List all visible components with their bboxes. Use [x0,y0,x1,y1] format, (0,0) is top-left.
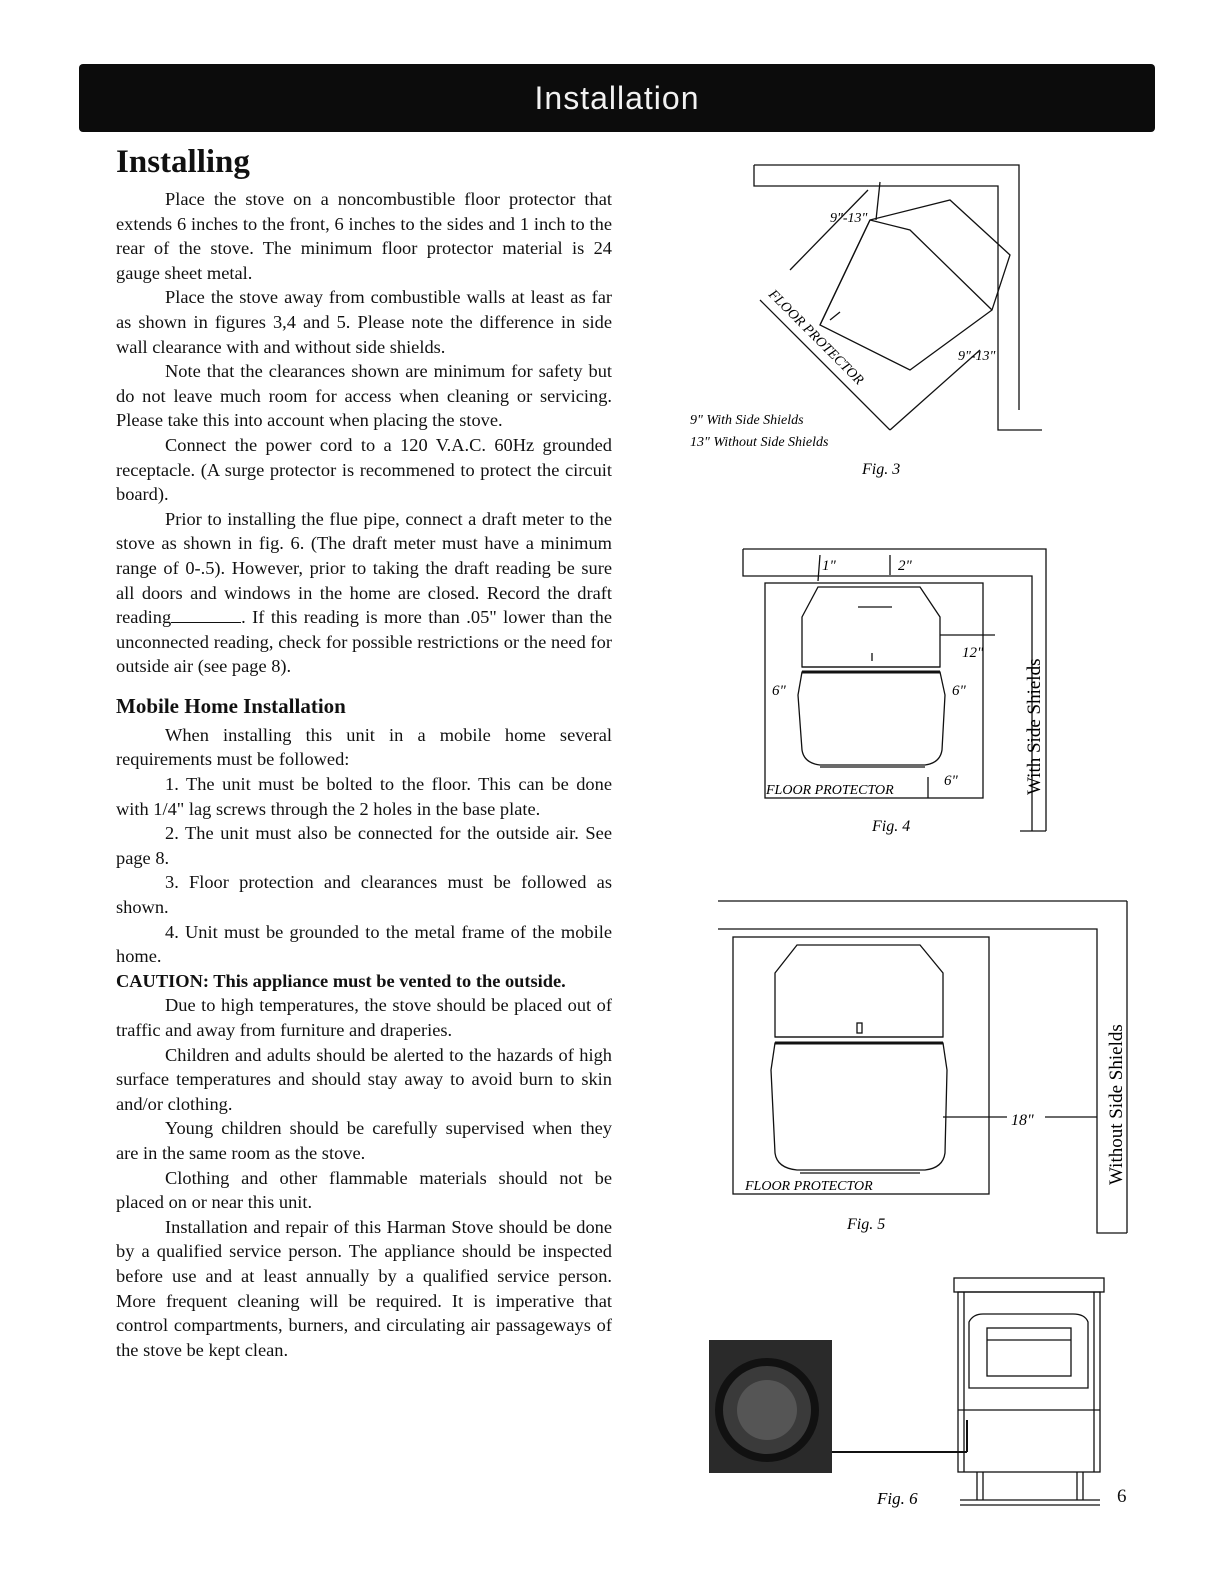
figure-4-drawing [740,545,1060,845]
figure-5 [715,895,1135,1240]
fig5-dim-side: 18" [1011,1112,1034,1129]
paragraph: 2. The unit must also be connected for the outside air. See page 8. [116,823,612,868]
paragraph: Connect the power cord to a 120 V.A.C. 60Hz grounded receptacle. (A surge protector is recommened to protect the circuit board). [116,434,612,505]
figure-4 [740,545,1060,845]
paragraph: Clothing and other flammable materials should not be placed on or near this unit. [116,1167,612,1213]
fig3-note-2: 13" Without Side Shields [690,435,829,450]
section-banner [79,64,1155,132]
paragraph: Due to high temperatures, the stove should be placed out of traffic and away from furniture and draperies. [116,995,612,1040]
figure-3 [680,160,1050,490]
fig4-dim-rear-2: 2" [898,558,912,574]
paragraph: Young children should be carefully supervised when they are in the same room as the stove. [116,1118,612,1163]
paragraph: Installation and repair of this Harman Stove should be done by a qualified service person. The appliance should be inspected before use and at least annually by a qualified service person. More frequent cleaning will be required. It is imperative that control compartments, burners, and circulating air passageways of the stove be kept clean. [116,1216,612,1360]
fig3-floor-label: FLOOR PROTECTOR [765,287,867,389]
paragraph: Place the stove away from combustible walls at least as far as shown in figures 3,4 and 5. Please note the difference in side wall clearance with and without side shields. [116,287,612,357]
fig5-floor-label: FLOOR PROTECTOR [745,1179,873,1194]
mobile-home-heading: Mobile Home Installation [116,693,346,718]
fig5-caption: Fig. 5 [847,1216,886,1233]
draft-text-a: Prior to installing the flue pipe, connect a draft meter to the stove as shown in fig. 6. (The draft meter must have a minimum range of 0-.5). However, prior to taking the draft reading be sure all doors and windows in the home are closed. Record the draft reading [116,508,612,628]
fig3-caption: Fig. 3 [862,461,901,478]
figure-6-drawing [705,1270,1115,1515]
fig5-side-label: Without Side Shields [1106,1024,1127,1185]
fig6-caption: Fig. 6 [877,1489,918,1508]
caution-text: CAUTION: This appliance must be vented to the outside. [116,970,566,991]
section-title: Installation [534,79,700,116]
paragraph: 3. Floor protection and clearances must be followed as shown. [116,872,612,918]
fig4-dim-rear-1: 1" [822,558,836,574]
fig4-side-label: With Side Shields [1024,658,1045,795]
paragraph: When installing this unit in a mobile home several requirements must be followed: [116,724,612,770]
paragraph: Children and adults should be alerted to the hazards of high surface temperatures and should stay away to avoid burn to skin and/or clothing. [116,1044,612,1114]
draft-reading-blank [171,621,241,623]
draft-paragraph [116,507,612,679]
figure-6 [705,1270,1115,1515]
fig3-dim-right: 9"-13" [958,349,996,364]
paragraph: 4. Unit must be grounded to the metal frame of the mobile home. [116,921,612,967]
fig4-dim-left: 6" [772,683,786,699]
paragraph: 1. The unit must be bolted to the floor. This can be done with 1/4" lag screws through the 2 holes in the base plate. [116,774,612,819]
fig4-floor-label: FLOOR PROTECTOR [766,783,894,798]
fig4-dim-front: 6" [944,773,958,789]
page-heading: Installing [116,144,250,180]
fig4-dim-side-wall: 12" [962,645,984,661]
fig4-dim-right: 6" [952,683,966,699]
figure-5-drawing [715,895,1135,1240]
fig3-note-1: 9" With Side Shields [690,413,804,428]
figure-3-drawing [680,160,1050,490]
page-number: 6 [1117,1486,1127,1507]
paragraph: Note that the clearances shown are minimum for safety but do not leave much room for access when cleaning or servicing. Please take this into account when placing the stove. [116,361,612,431]
paragraph: Place the stove on a noncombustible floor protector that extends 6 inches to the front, 6 inches to the sides and 1 inch to the rear of the stove. The minimum floor protector material is 24 gauge sheet metal. [116,189,612,283]
draft-text-b: . If this reading is more than .05" lower than the unconnected reading, check for possible restrictions or the need for outside air (see page 8). [116,607,612,677]
fig4-caption: Fig. 4 [872,818,911,835]
text-column [116,143,612,1362]
fig3-dim-top: 9"-13" [830,211,868,226]
